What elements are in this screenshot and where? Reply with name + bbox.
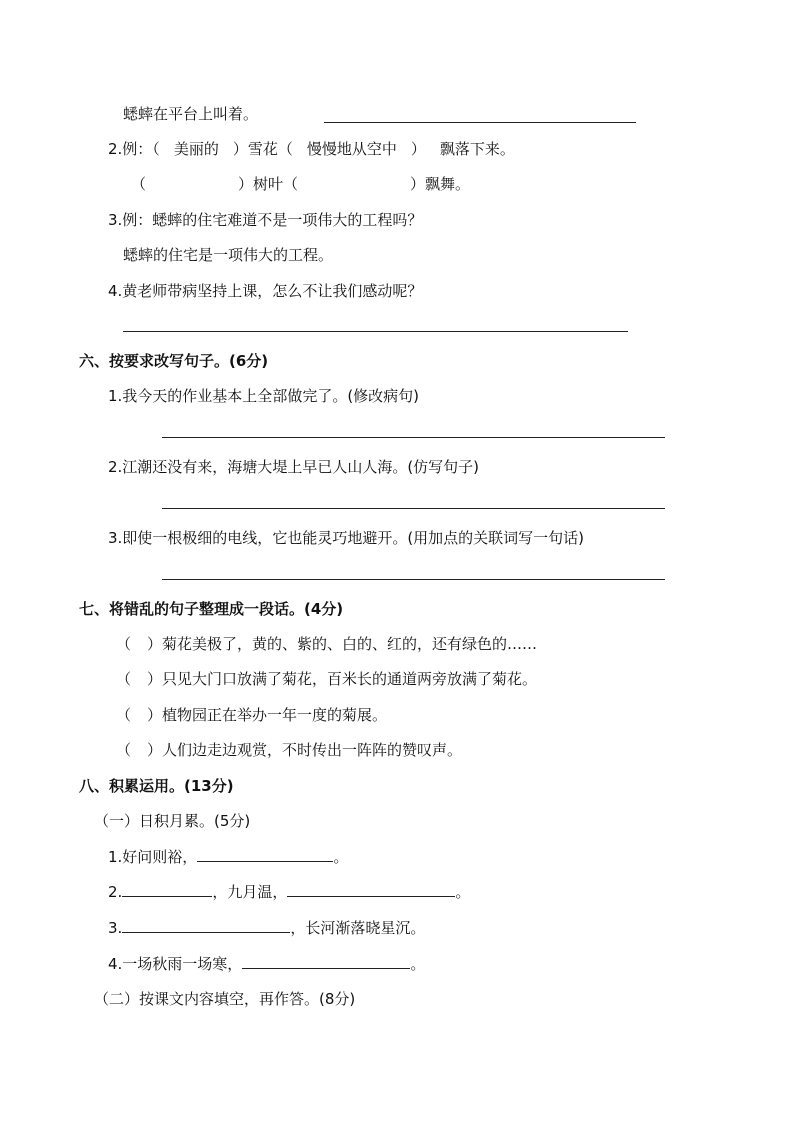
question-3-sentence: 蟋蟀的住宅是一项伟大的工程。: [123, 246, 334, 264]
s6-item-1: 1.我今天的作业基本上全部做完了。(修改病句): [108, 387, 420, 405]
s7-item-2: [116, 669, 537, 689]
s7-item-text: 植物园正在举办一年一度的菊展。: [162, 706, 388, 724]
question-2-example: [108, 139, 515, 159]
section-6-heading: 六、按要求改写句子。(6分): [79, 352, 269, 370]
fill-text: 4.一场秋雨一场寒，: [108, 955, 243, 973]
q2-adjective: 美丽的: [173, 140, 219, 158]
q2-end: 飘落下来。: [439, 140, 515, 158]
s8-fill-3: [108, 918, 425, 938]
s6-item-3: 3.即使一根极细的电线，它也能灵巧地避开。(用加点的关联词写一句话): [108, 529, 585, 547]
s8-fill-2: [108, 882, 470, 902]
fill-text: ，九月温，: [212, 883, 288, 901]
close-paren: ）: [147, 670, 163, 688]
fill-text: 3.: [108, 919, 123, 937]
fill-blank[interactable]: [122, 918, 290, 933]
fill-blank[interactable]: [242, 954, 410, 969]
q2-tree-leaves: ）树叶（: [238, 175, 299, 193]
s8-part-1: （一）日积月累。(5分): [94, 812, 251, 830]
close-paren: ）: [147, 706, 163, 724]
s7-item-text: 只见大门口放满了菊花，百米长的通道两旁放满了菊花。: [162, 670, 538, 688]
section-7-heading: 七、将错乱的句子整理成一段话。(4分): [79, 600, 344, 618]
s6-item-2: 2.江潮还没有来，海塘大堤上早已人山人海。(仿写句子): [108, 458, 480, 476]
fill-blank[interactable]: [287, 882, 455, 897]
s8-part-2: （二）按课文内容填空，再作答。(8分): [94, 990, 356, 1008]
s8-fill-4: [108, 954, 425, 974]
fill-text: 2.: [108, 883, 123, 901]
q2-fluttering: ）飘舞。: [410, 175, 471, 193]
open-paren: （: [116, 741, 132, 759]
section-8-heading: 八、积累运用。(13分): [79, 777, 234, 795]
q2-mid2: ）: [410, 140, 426, 158]
question-2-fill: [131, 174, 470, 194]
open-paren: （: [116, 670, 132, 688]
close-paren: ）: [147, 635, 163, 653]
q2-mid1: ）雪花（: [232, 140, 293, 158]
answer-line[interactable]: [324, 122, 636, 123]
open-paren: （: [116, 706, 132, 724]
s7-item-4: [116, 740, 462, 760]
sentence-cricket-singing: 蟋蟀在平台上叫着。: [123, 105, 259, 123]
s7-item-text: 人们边走边观赏，不时传出一阵阵的赞叹声。: [162, 741, 463, 759]
fill-blank[interactable]: [197, 847, 333, 862]
open-paren: （: [116, 635, 132, 653]
s8-fill-1: [108, 847, 348, 867]
s7-item-3: [116, 705, 387, 725]
fill-text: 。: [455, 883, 471, 901]
s7-item-1: [116, 634, 537, 654]
q2-adverb: 慢慢地从空中: [306, 140, 397, 158]
question-4: 4.黄老师带病坚持上课，怎么不让我们感动呢？: [108, 282, 423, 300]
fill-text: 。: [410, 955, 426, 973]
answer-line[interactable]: [162, 437, 665, 438]
answer-line[interactable]: [162, 508, 665, 509]
fill-text: 1.好问则裕，: [108, 848, 198, 866]
answer-line[interactable]: [123, 331, 628, 332]
s7-item-text: 菊花美极了，黄的、紫的、白的、红的，还有绿色的……: [162, 635, 538, 653]
question-3-example: 3.例：蟋蟀的住宅难道不是一项伟大的工程吗？: [108, 211, 423, 229]
close-paren: ）: [147, 741, 163, 759]
q2-label: 2.例：（: [108, 140, 160, 158]
answer-line[interactable]: [162, 579, 665, 580]
fill-blank[interactable]: [122, 882, 212, 897]
fill-text: ，长河渐落晓星沉。: [290, 919, 426, 937]
fill-text: 。: [333, 848, 349, 866]
q2-open-paren: （: [131, 175, 147, 193]
